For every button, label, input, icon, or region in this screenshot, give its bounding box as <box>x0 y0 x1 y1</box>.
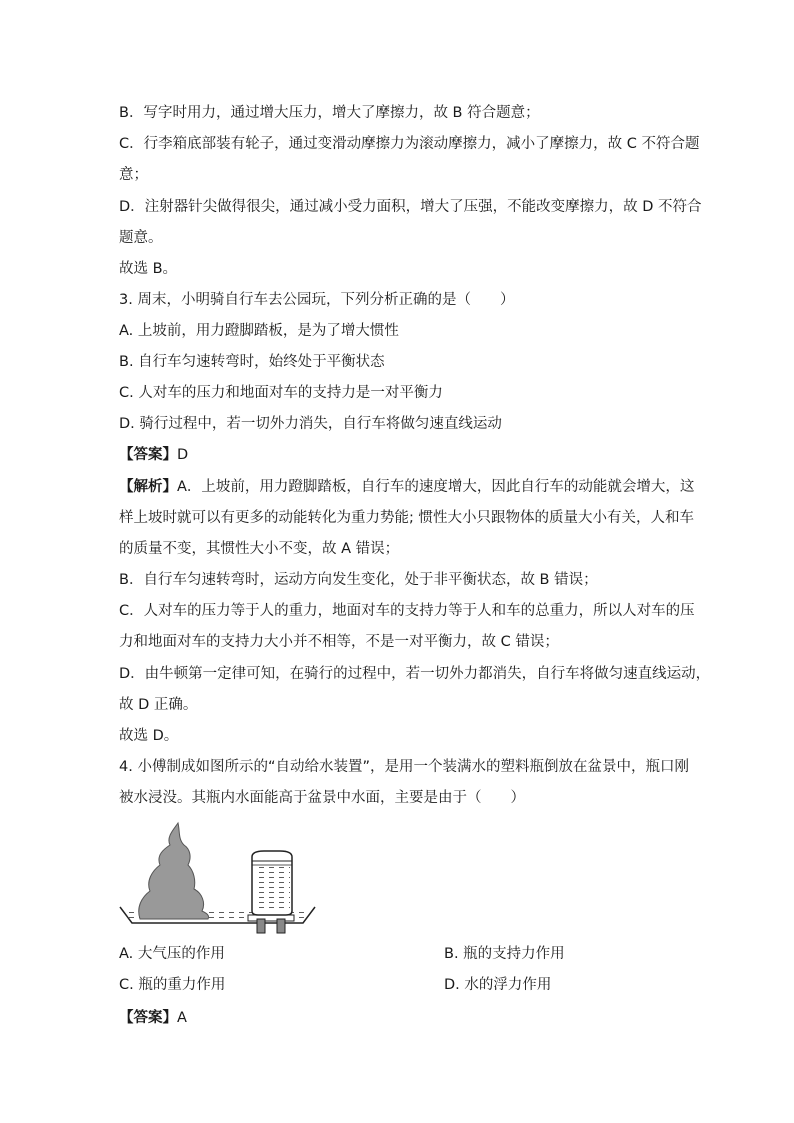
solution-line-c: C．行李箱底部装有轮子，通过变滑动摩擦力为滚动摩擦力，减小了摩擦力，故 C 不符合题 <box>119 136 700 152</box>
analysis-line-4: B．自行车匀速转弯时，运动方向发生变化，处于非平衡状态，故 B 错误； <box>119 572 598 588</box>
question-3-option-a: A. 上坡前，用力蹬脚踏板，是为了增大惯性 <box>119 323 399 339</box>
question-4-answer <box>119 1008 187 1028</box>
plant <box>139 823 209 919</box>
bottle-water <box>254 865 290 911</box>
question-3-option-b: B. 自行车匀速转弯时，始终处于平衡状态 <box>119 354 385 370</box>
analysis-line-1 <box>119 477 695 497</box>
analysis-line-3: 的质量不变，其惯性大小不变，故 A 错误； <box>119 541 400 557</box>
answer-value: D <box>177 447 189 463</box>
bottle-stand <box>248 915 294 921</box>
analysis-label: 【解析】 <box>119 479 177 495</box>
analysis-line-8: 故 D 正确。 <box>119 697 198 713</box>
question-4-option-a: A. 大气压的作用 <box>119 946 225 962</box>
answer-value: A <box>177 1010 187 1026</box>
solution-conclusion: 故选 B。 <box>119 261 178 277</box>
question-3-option-d: D. 骑行过程中，若一切外力消失，自行车将做匀速直线运动 <box>119 416 502 432</box>
solution-line-c-cont: 意； <box>119 167 148 183</box>
stand-leg-right <box>277 919 285 933</box>
solution-line-b: B．写字时用力，通过增大压力，增大了摩擦力，故 B 符合题意； <box>119 105 540 121</box>
analysis-line-6: 力和地面对车的支持力大小并不相等，不是一对平衡力，故 C 错误； <box>119 634 559 650</box>
analysis-conclusion: 故选 D。 <box>119 728 179 744</box>
stand-leg-left <box>257 919 265 933</box>
question-4-stem-1: 4. 小傅制成如图所示的“自动给水装置”，是用一个装满水的塑料瓶倒放在盆景中，瓶口刚 <box>119 759 689 775</box>
question-4-stem-2: 被水浸没。其瓶内水面能高于盆景中水面，主要是由于（ ） <box>119 790 525 806</box>
question-3-stem: 3. 周末，小明骑自行车去公园玩，下列分析正确的是（ ） <box>119 292 515 308</box>
question-4-option-d: D. 水的浮力作用 <box>444 977 552 993</box>
analysis-line-7: D．由牛顿第一定律可知，在骑行的过程中，若一切外力都消失，自行车将做匀速直线运动， <box>119 666 711 682</box>
question-4-option-b: B. 瓶的支持力作用 <box>444 946 565 962</box>
question-3-option-c: C. 人对车的压力和地面对车的支持力是一对平衡力 <box>119 385 443 401</box>
answer-label: 【答案】 <box>119 1010 177 1026</box>
answer-label: 【答案】 <box>119 447 177 463</box>
solution-line-d: D．注射器针尖做得很尖，通过减小受力面积，增大了压强，不能改变摩擦力，故 D 不符合 <box>119 199 702 215</box>
question-4-option-c: C. 瓶的重力作用 <box>119 977 226 993</box>
auto-water-device-figure <box>118 815 318 937</box>
analysis-line-2: 样上坡时就可以有更多的动能转化为重力势能; 惯性大小只跟物体的质量大小有关，人和车 <box>119 510 694 526</box>
solution-line-d-cont: 题意。 <box>119 230 163 246</box>
analysis-line-5: C．人对车的压力等于人的重力，地面对车的支持力等于人和车的总重力，所以人对车的压 <box>119 603 695 619</box>
analysis-text: A．上坡前，用力蹬脚踏板，自行车的速度增大，因此自行车的动能就会增大，这 <box>177 479 695 495</box>
question-3-answer <box>119 445 188 465</box>
